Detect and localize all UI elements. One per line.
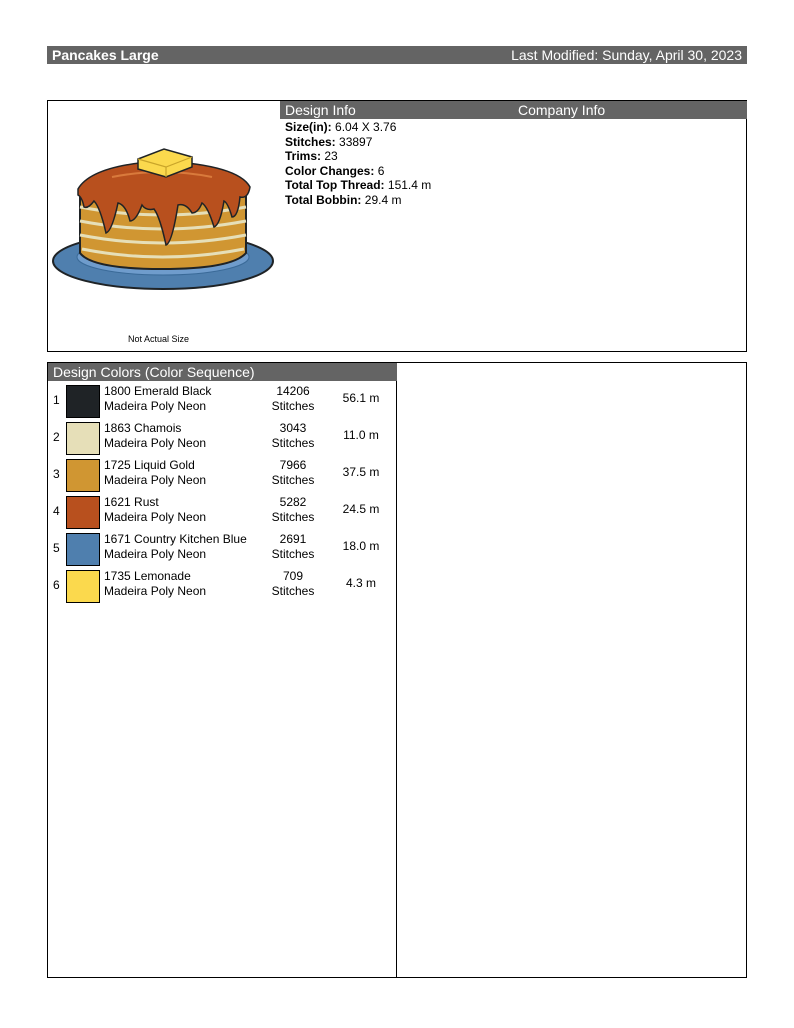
stitch-count bbox=[254, 569, 332, 599]
stitch-count-unit: Stitches bbox=[271, 584, 315, 598]
stitch-count bbox=[254, 532, 332, 562]
thread-brand: Madeira Poly Neon bbox=[104, 436, 207, 450]
info-header bbox=[280, 101, 747, 119]
design-info-heading: Design Info bbox=[285, 102, 356, 118]
color-row bbox=[48, 420, 396, 457]
color-swatch bbox=[66, 533, 100, 566]
color-sequence-number: 3 bbox=[53, 467, 60, 481]
company-info-heading: Company Info bbox=[518, 102, 606, 118]
thread-length: 37.5 m bbox=[342, 465, 380, 479]
thread-name: 1800 Emerald Black bbox=[104, 384, 212, 398]
stitch-count-value: 14206 bbox=[276, 384, 310, 398]
thread-length: 11.0 m bbox=[343, 428, 379, 442]
thread-length: 18.0 m bbox=[342, 539, 380, 553]
pancake-stack-illustration bbox=[52, 147, 278, 291]
column-divider bbox=[396, 363, 397, 977]
color-row bbox=[48, 383, 396, 420]
stitch-count-value: 3043 bbox=[279, 421, 307, 435]
color-row bbox=[48, 494, 396, 531]
stitches-label: Stitches: bbox=[285, 134, 336, 149]
stitch-count-unit: Stitches bbox=[271, 473, 315, 487]
stitch-count-unit: Stitches bbox=[271, 399, 315, 413]
bobbin-label: Total Bobbin: bbox=[285, 192, 362, 207]
color-row bbox=[48, 531, 396, 568]
not-actual-size-caption: Not Actual Size bbox=[128, 334, 190, 344]
thread-brand: Madeira Poly Neon bbox=[104, 399, 207, 413]
stitch-count-value: 709 bbox=[282, 569, 304, 583]
design-info-list bbox=[285, 120, 431, 208]
color-row bbox=[48, 568, 396, 605]
color-sequence-number: 6 bbox=[53, 578, 60, 592]
thread-brand: Madeira Poly Neon bbox=[104, 584, 207, 598]
color-sequence-number: 4 bbox=[53, 504, 60, 518]
color-sequence-number: 5 bbox=[53, 541, 60, 555]
design-title: Pancakes Large bbox=[52, 47, 159, 63]
top-thread-line bbox=[285, 178, 431, 193]
trims-value: 23 bbox=[324, 149, 338, 164]
color-row bbox=[48, 457, 396, 494]
stitch-count bbox=[254, 495, 332, 525]
thread-brand: Madeira Poly Neon bbox=[104, 547, 207, 561]
color-sequence-number: 1 bbox=[53, 393, 60, 407]
stitch-count-value: 5282 bbox=[279, 495, 307, 509]
design-colors-heading: Design Colors (Color Sequence) bbox=[53, 364, 255, 380]
stitches-value: 33897 bbox=[339, 134, 373, 149]
bobbin-line bbox=[285, 193, 431, 208]
title-bar bbox=[47, 46, 747, 64]
color-sequence-number: 2 bbox=[53, 430, 60, 444]
design-colors-panel bbox=[47, 362, 747, 978]
color-swatch bbox=[66, 496, 100, 529]
thread-name: 1725 Liquid Gold bbox=[104, 458, 195, 472]
color-swatch bbox=[66, 422, 100, 455]
thread-length: 56.1 m bbox=[342, 391, 380, 405]
stitch-count-value: 7966 bbox=[279, 458, 307, 472]
design-summary-panel bbox=[47, 100, 747, 352]
trims-line bbox=[285, 149, 431, 164]
stitch-count-value: 2691 bbox=[279, 532, 307, 546]
stitches-line bbox=[285, 135, 431, 150]
stitch-count bbox=[254, 421, 332, 451]
design-colors-header bbox=[48, 363, 397, 381]
trims-label: Trims: bbox=[285, 149, 322, 164]
top-thread-value: 151.4 m bbox=[387, 178, 432, 193]
last-modified: Last Modified: Sunday, April 30, 2023 bbox=[511, 47, 742, 63]
size-value: 6.04 X 3.76 bbox=[335, 120, 397, 134]
thread-length: 24.5 m bbox=[342, 502, 380, 516]
stitch-count-unit: Stitches bbox=[271, 547, 315, 561]
thread-length: 4.3 m bbox=[345, 576, 376, 590]
color-swatch bbox=[66, 385, 100, 418]
thread-name: 1735 Lemonade bbox=[104, 569, 191, 583]
stitch-count-unit: Stitches bbox=[271, 436, 315, 450]
color-changes-line bbox=[285, 164, 431, 179]
top-thread-label: Total Top Thread: bbox=[285, 178, 385, 193]
thread-name: 1671 Country Kitchen Blue bbox=[104, 532, 247, 546]
thread-name: 1863 Chamois bbox=[104, 421, 182, 435]
thread-brand: Madeira Poly Neon bbox=[104, 473, 207, 487]
color-changes-label: Color Changes: bbox=[285, 163, 375, 178]
color-swatch bbox=[66, 459, 100, 492]
bobbin-value: 29.4 m bbox=[364, 192, 402, 207]
stitch-count bbox=[254, 384, 332, 414]
thread-brand: Madeira Poly Neon bbox=[104, 510, 207, 524]
color-swatch bbox=[66, 570, 100, 603]
stitch-count bbox=[254, 458, 332, 488]
thread-name: 1621 Rust bbox=[104, 495, 159, 509]
stitch-count-unit: Stitches bbox=[271, 510, 315, 524]
size-label: Size(in): bbox=[285, 120, 332, 134]
color-changes-value: 6 bbox=[377, 163, 385, 178]
size-line bbox=[285, 120, 431, 135]
